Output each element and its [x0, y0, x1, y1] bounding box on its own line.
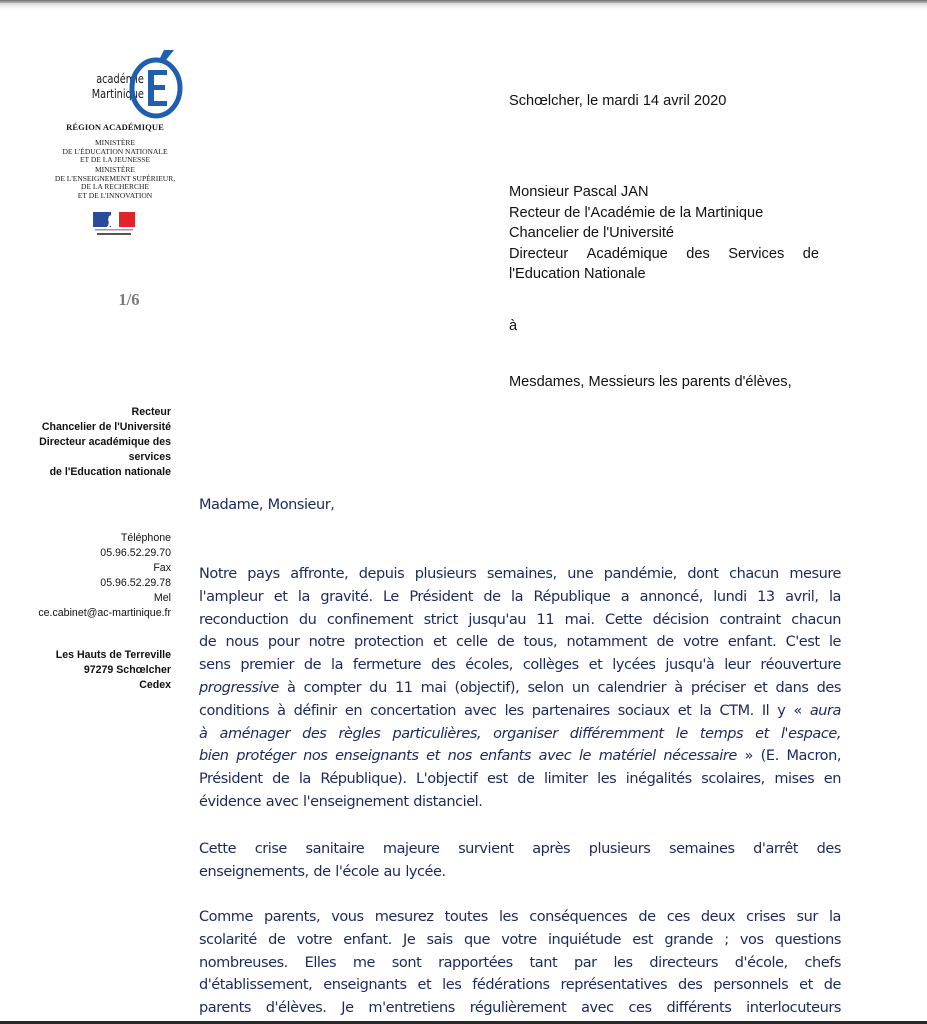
regular-text: » (E. Macron, — [736, 748, 841, 765]
region-academique-label: RÉGION ACADÉMIQUE — [66, 122, 164, 132]
sender-line: l'Education Nationale — [509, 266, 646, 282]
paragraph-line: évidence avec l'enseignement distanciel. — [199, 793, 483, 810]
email-address: ce.cabinet@ac-martinique.fr — [38, 607, 171, 619]
ministry1-line: MINISTÈRE — [95, 138, 135, 147]
address-line: Les Hauts de Terreville — [55, 649, 171, 661]
italic-text: progressive — [199, 679, 279, 696]
place-date: Schœlcher, le mardi 14 avril 2020 — [509, 93, 727, 109]
ministry1-line: ET DE LA JEUNESSE — [79, 155, 151, 165]
italic-text: aura — [809, 702, 841, 719]
sender-line: Chancelier de l'Université — [509, 225, 675, 241]
italic-text: bien protéger nos enseignants et nos enfants avec le matériel nécessaire — [199, 748, 737, 765]
ministry-education-label — [30, 139, 200, 165]
sender-word: Académique — [586, 245, 668, 262]
academie-martinique-logo — [82, 48, 186, 120]
sender-line: Monsieur Pascal JAN — [509, 184, 649, 200]
to-label: à — [509, 318, 518, 334]
sender-word: Services — [728, 245, 785, 262]
regular-text: conditions à définir en concertation avec les partenaires sociaux et la CTM. Il y « — [199, 702, 810, 719]
paragraph-line-italic: à aménager des règles particulières, organiser différemment le temps et l'espace, — [199, 725, 841, 742]
mail-label: Mel — [153, 592, 171, 604]
paragraph-line: Cette crise sanitaire majeure survient après plusieurs semaines d'arrêt des — [199, 841, 841, 857]
paragraph-line: Notre pays affronte, depuis plusieurs semaines, une pandémie, dont chacun mesure — [199, 566, 841, 582]
sender-line: Recteur de l'Académie de la Martinique — [509, 204, 764, 221]
sidebar-title-line: de l'Education nationale — [49, 466, 171, 478]
paragraph-line: de nous pour notre protection et celle de tous, notamment de votre enfant. C'est le — [199, 634, 841, 651]
sender-block — [509, 182, 819, 285]
ministry2-line: DE L'ENSEIGNEMENT SUPÉRIEUR, — [54, 173, 176, 183]
sender-word: de — [802, 245, 819, 262]
paragraph-line: reconduction du confinement strict jusqu'au 11 mai. Cette décision contraint chacun — [199, 611, 841, 628]
addressees: Mesdames, Messieurs les parents d'élèves, — [509, 374, 792, 390]
paragraph-line: parents d'élèves. Je m'entretiens régulièrement avec ces différents interlocuteurs — [199, 1000, 841, 1017]
sidebar-title-line: Directeur académique des — [39, 436, 171, 448]
fax-label: Fax — [153, 562, 171, 574]
republique-francaise-marianne-icon — [93, 212, 135, 238]
paragraph-3 — [199, 906, 841, 1020]
page-indicator: 1/6 — [118, 290, 140, 309]
logo-line-martinique: Martinique — [91, 86, 144, 101]
sender-line-justified — [509, 244, 819, 265]
paragraph-line: Comme parents, vous mesurez toutes les conséquences de ces deux crises sur la — [199, 909, 841, 925]
paragraph-line: scolarité de votre enfant. Je sais que votre inquiétude est grande ; vos questions — [199, 931, 841, 948]
salutation: Madame, Monsieur, — [199, 497, 335, 513]
paragraph-2 — [199, 838, 841, 884]
fax-number: 05.96.52.29.78 — [100, 577, 171, 589]
paragraph-line: l'ampleur et la gravité. Le Président de la République a annoncé, lundi 13 avril, la — [199, 588, 841, 605]
sidebar-title-line: Chancelier de l'Université — [41, 421, 171, 433]
paragraph-line: Président de la République). L'objectif est de limiter les inégalités scolaires, mises en — [199, 771, 841, 788]
ministry2-line: DE LA RECHERCHE — [81, 182, 149, 192]
logo-line-academie: académie — [96, 71, 144, 86]
sender-word: des — [686, 245, 710, 262]
phone-number: 05.96.52.29.70 — [100, 547, 171, 559]
sidebar-title-line: services — [128, 451, 171, 463]
paragraph-line — [199, 677, 841, 700]
sender-word: Directeur — [509, 245, 569, 262]
regular-text: à compter du 11 mai (objectif), selon un calendrier à préciser et dans des — [278, 679, 841, 696]
phone-label: Téléphone — [120, 532, 171, 544]
ministry-higher-education-label — [30, 166, 200, 200]
academie-e-emblem-icon — [126, 48, 186, 120]
sidebar-title-block — [39, 405, 171, 480]
sidebar-contact-block — [38, 531, 171, 621]
paragraph-line: d'établissement, enseignants et les fédérations représentatives des personnels et de — [199, 977, 841, 994]
paragraph-line — [199, 700, 841, 723]
sidebar-title-line: Recteur — [131, 406, 171, 418]
paragraph-line: nombreuses. Elles me sont rapportées tant par les directeurs d'école, chefs — [199, 954, 841, 971]
paragraph-line — [199, 745, 841, 768]
ministry1-line: DE L'ÉDUCATION NATIONALE — [62, 146, 168, 156]
address-line: 97279 Schœlcher — [83, 664, 171, 676]
ministry2-line: ET DE L'INNOVATION — [77, 190, 153, 200]
paragraph-line: sens premier de la fermeture des écoles, collèges et lycées jusqu'à leur réouverture — [199, 657, 841, 674]
address-line: Cedex — [139, 679, 171, 691]
paragraph-line: enseignements, de l'école au lycée. — [199, 863, 446, 880]
sidebar-address-block — [56, 648, 171, 693]
ministry2-line: MINISTÈRE — [95, 165, 135, 174]
paragraph-1 — [199, 563, 841, 814]
